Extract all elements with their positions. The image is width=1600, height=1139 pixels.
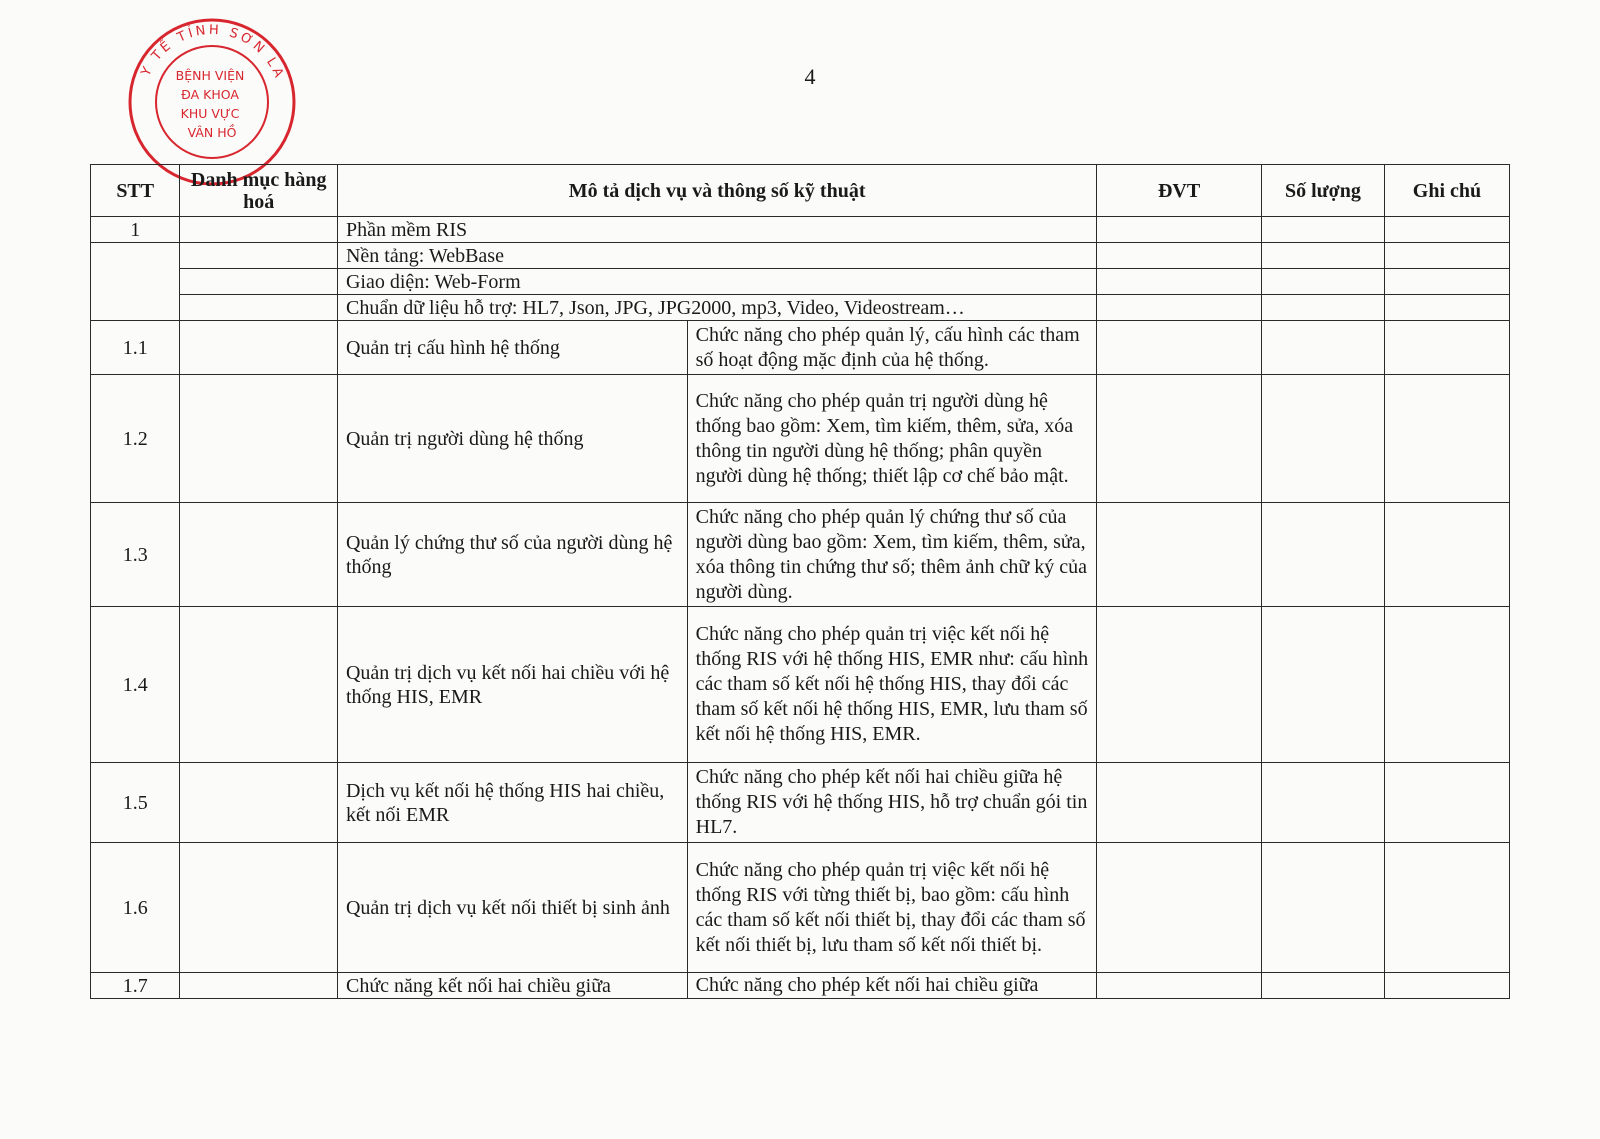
table-row [91,607,1510,763]
quantity-cell [1261,321,1384,375]
unit-cell [1097,973,1262,999]
quantity-cell [1261,973,1384,999]
category-cell [180,843,338,973]
unit-cell [1097,607,1262,763]
group-line-interface: Giao diện: Web-Form [337,269,1096,295]
quantity-cell [1261,295,1384,321]
table-header-row [91,165,1510,217]
detail-cell: Chức năng cho phép quản lý, cấu hình các tham số hoạt động mặc định của hệ thống. [687,321,1097,375]
table-row [91,269,1510,295]
quantity-cell [1261,217,1384,243]
page-number: 4 [804,64,816,89]
unit-cell [1097,243,1262,269]
note-cell [1384,269,1509,295]
note-cell [1384,243,1509,269]
stt-cell: 1.2 [91,375,180,503]
detail-cell: Chức năng cho phép kết nối hai chiều giữa hệ thống RIS với hệ thống HIS, hỗ trợ chuẩn gói tin HL7. [687,763,1097,843]
category-cell [180,763,338,843]
stt-cell: 1.4 [91,607,180,763]
note-cell [1384,763,1509,843]
table-row [91,243,1510,269]
hospital-seal [126,16,298,188]
group-line-data-standards: Chuẩn dữ liệu hỗ trợ: HL7, Json, JPG, JPG2000, mp3, Video, Videostream… [337,295,1096,321]
table-row [91,763,1510,843]
item-cell: Quản lý chứng thư số của người dùng hệ thống [337,503,687,607]
header-description: Mô tả dịch vụ và thông số kỹ thuật [337,165,1096,217]
table-row [91,375,1510,503]
header-category: Danh mục hàng hoá [180,165,338,217]
category-cell [180,243,338,269]
unit-cell [1097,295,1262,321]
category-cell [180,375,338,503]
table-row [91,295,1510,321]
note-cell [1384,607,1509,763]
category-cell [180,973,338,999]
table-row [91,503,1510,607]
stt-cell: 1.1 [91,321,180,375]
unit-cell [1097,321,1262,375]
detail-cell: Chức năng cho phép quản trị việc kết nối hệ thống RIS với hệ thống HIS, EMR như: cấu hình các tham số kết nối hệ thống HIS, thay đổi các tham số kết nối hệ thống HIS, EMR, lưu tham số kết nối hệ thống HIS, EMR. [687,607,1097,763]
specification-table [90,164,1510,999]
note-cell [1384,375,1509,503]
category-cell [180,269,338,295]
detail-cell: Chức năng cho phép quản lý chứng thư số của người dùng bao gồm: Xem, tìm kiếm, thêm, sửa, xóa thông tin chứng thư số; thêm ảnh chữ ký của người dùng. [687,503,1097,607]
item-cell: Quản trị người dùng hệ thống [337,375,687,503]
category-cell [180,321,338,375]
unit-cell [1097,503,1262,607]
note-cell [1384,321,1509,375]
unit-cell [1097,843,1262,973]
detail-cell: Chức năng cho phép quản trị người dùng hệ thống bao gồm: Xem, tìm kiếm, thêm, sửa, xóa thông tin người dùng hệ thống; phân quyền người dùng hệ thống; thiết lập cơ chế bảo mật. [687,375,1097,503]
item-cell: Quản trị cấu hình hệ thống [337,321,687,375]
unit-cell [1097,763,1262,843]
unit-cell [1097,375,1262,503]
svg-text:Y TẾ TỈNH SƠN LA: Y TẾ TỈNH SƠN LA [138,22,288,83]
item-cell: Quản trị dịch vụ kết nối hai chiều với hệ thống HIS, EMR [337,607,687,763]
category-cell [180,607,338,763]
group-line-software: Phần mềm RIS [337,217,1096,243]
stt-cell: 1.3 [91,503,180,607]
note-cell [1384,503,1509,607]
quantity-cell [1261,243,1384,269]
item-cell: Chức năng kết nối hai chiều giữa [337,973,687,999]
category-cell [180,503,338,607]
group-line-platform: Nền tảng: WebBase [337,243,1096,269]
table-row [91,973,1510,999]
note-cell [1384,973,1509,999]
header-quantity: Số lượng [1261,165,1384,217]
header-note: Ghi chú [1384,165,1509,217]
unit-cell [1097,269,1262,295]
stt-cell: 1.7 [91,973,180,999]
table-row [91,217,1510,243]
detail-cell: Chức năng cho phép kết nối hai chiều giữa [687,973,1097,999]
stt-cell: 1 [91,217,180,243]
header-unit: ĐVT [1097,165,1262,217]
note-cell [1384,217,1509,243]
category-cell [180,295,338,321]
quantity-cell [1261,375,1384,503]
note-cell [1384,843,1509,973]
note-cell [1384,295,1509,321]
quantity-cell [1261,763,1384,843]
unit-cell [1097,217,1262,243]
detail-cell: Chức năng cho phép quản trị việc kết nối hệ thống RIS với từng thiết bị, bao gồm: cấu hình các tham số kết nối thiết bị, thay đổi các tham số kết nối thiết bị, lưu tham số kết nối thiết bị. [687,843,1097,973]
item-cell: Quản trị dịch vụ kết nối thiết bị sinh ảnh [337,843,687,973]
stt-cell: 1.5 [91,763,180,843]
stt-cell: 1.6 [91,843,180,973]
item-cell: Dịch vụ kết nối hệ thống HIS hai chiều, kết nối EMR [337,763,687,843]
quantity-cell [1261,843,1384,973]
table-row [91,321,1510,375]
quantity-cell [1261,503,1384,607]
header-stt: STT [91,165,180,217]
svg-text:BỆNH VIỆN ĐA KHOA KHU: BỆNH VIỆN ĐA KHOA KHU VỰC VÂN HỒ [175,68,245,140]
quantity-cell [1261,269,1384,295]
stt-cell [91,243,180,321]
table-row [91,843,1510,973]
category-cell [180,217,338,243]
quantity-cell [1261,607,1384,763]
